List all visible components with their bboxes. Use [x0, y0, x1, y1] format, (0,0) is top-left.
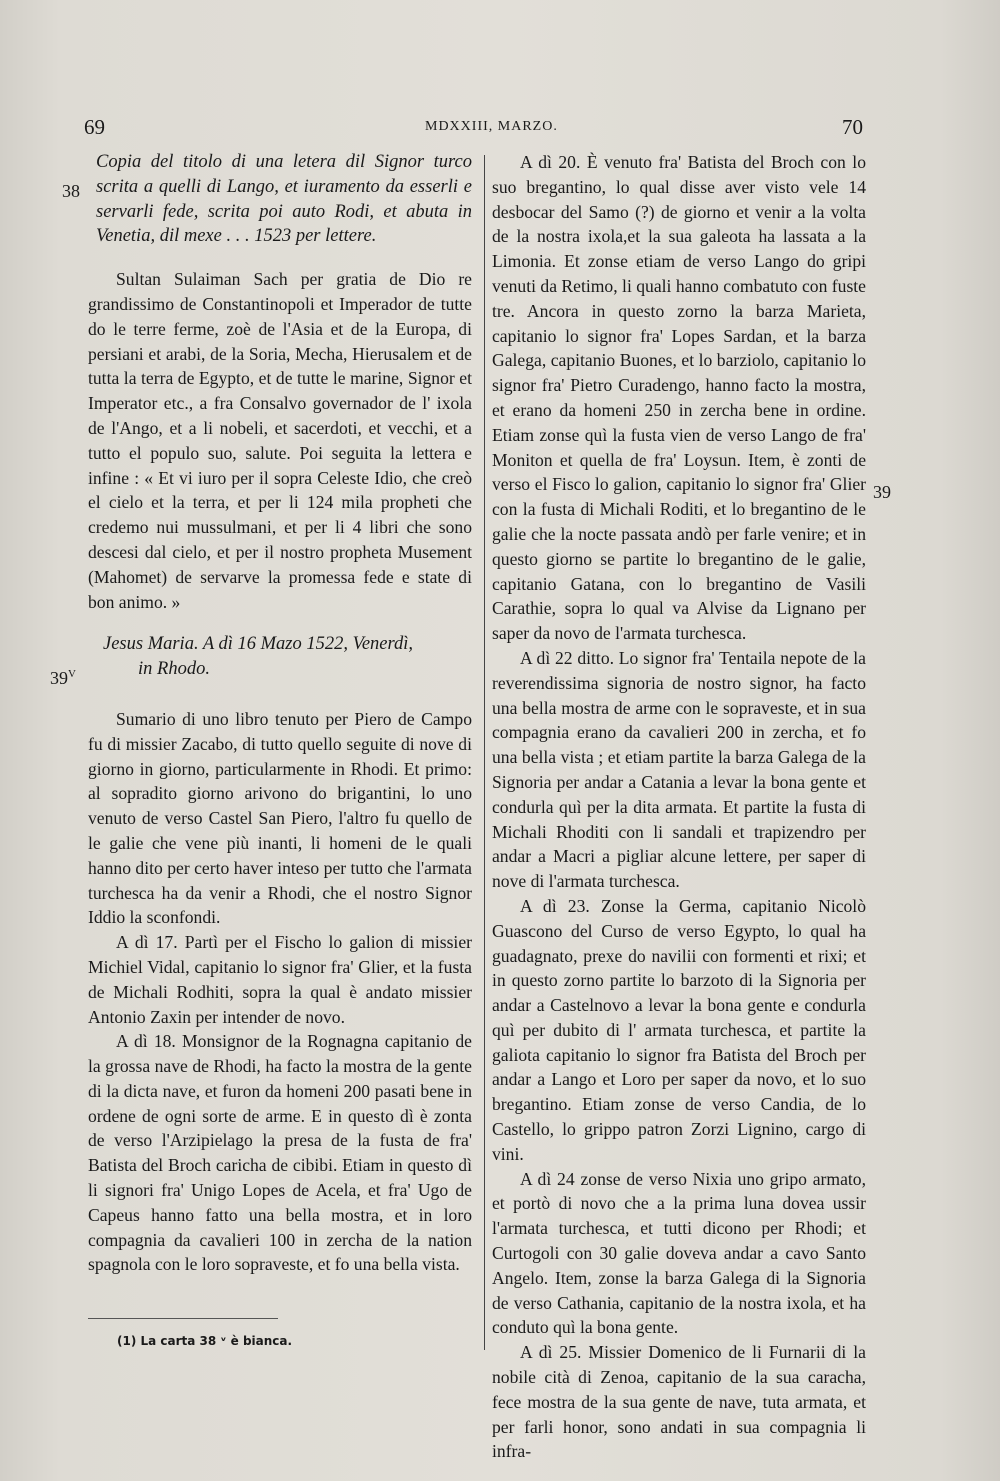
paragraph: A dì 23. Zonse la Germa, capitanio Nicolò Guascono del Curso de verso Egypto, lo qual ha guadagnato, prexe do navilii con formenti et rixi; et in questo zorno partite lo barzoto di la Signoria per andar a Castelnovo a levar la bona gente e condurla quì per dubito di l' armata turchesca, et partite la galiota capitanio lo signor fra Batista del Broch per andar a Lango et Loro per saper da novo, et lo suo bregantino. Etiam zonse de verso Candia, de lo Castello, lo grippo patron Zorzi Lignino, cargo di vini. — [492, 895, 866, 1164]
margin-number-39v-main: 39 — [50, 668, 68, 688]
footnote-rule — [88, 1318, 278, 1319]
spacer — [88, 614, 472, 632]
paragraph: A dì 24 zonse de verso Nixia uno gripo armato, et portò di novo che a la prima luna dovea ussir l'armata turchesca, et tutti dicono per Rhodi; et Curtogoli con 30 galie doveva andar a cavo Santo Angelo. Item, zonse la barza Galega di la Signoria de verso Cathania, capitanio de la nostra ixola, et ha conduto quì la bona gente. — [492, 1168, 866, 1338]
spacer — [88, 249, 472, 267]
margin-number-39v — [50, 668, 76, 689]
paragraph: A dì 17. Partì per el Fischo lo galion di missier Michiel Vidal, capitanio lo signor fra' Glier, et la fusta de Michali Rodhiti, sopra la qual è andato missier Antonio Zaxin per intender de novo. — [88, 932, 472, 1027]
column-divider — [484, 155, 485, 1350]
paragraph: A dì 22 ditto. Lo signor fra' Tentaila nepote de la reverendissima signoria de nostro signor, ha facto una bella mostra de arme con le sopraveste, et in sua compagnia erano da cavalieri 200 in zercha, et fo una bella vista ; et etiam partite la barza Galega de la Signoria per andar a Catania a levar la bona gente et condurla quì per la dita armata. Et partite la fusta di Michali Rhoditi con li sandali et trapizendro per andar a Macri a pigliar alcune lettere, per saper di nove di l'armata turchesca. — [492, 647, 866, 892]
margin-number-39: 39 — [873, 482, 891, 502]
section-heading-jesus-maria — [88, 632, 472, 682]
footnote: (1) La carta 38 ᵛ è bianca. — [117, 1334, 293, 1348]
right-column — [492, 150, 866, 1464]
paragraph: A dì 25. Missier Domenico de li Furnarii di la nobile cità di Zenoa, capitanio de la sua caracha, fece mostra de la sua gente de nave, tuta armata, et per farli honor, sono andati in sua compagnia li infra- — [492, 1342, 866, 1462]
heading-line: Jesus Maria. A dì 16 Mazo 1522, Venerdì, — [103, 634, 414, 655]
page-header — [0, 115, 1000, 145]
right-page-number: 70 — [842, 115, 863, 139]
spacer — [88, 682, 472, 707]
margin-number-39v-sup: V — [68, 668, 76, 680]
paragraph: A dì 18. Monsignor de la Rognagna capitanio de la grossa nave de Rhodi, ha facto la mostra de la gente di la dicta nave, et furon da homeni 200 pasati bene in ordene de ogni sorte de arme. E in questo dì è zonta de verso l'Arzipielago la presa de la fusta de fra' Batista del Broch caricha de cibibi. Etiam in questo dì li signori fra' Unigo Lopes de Acela, et fra' Ugo de Capeus hanno fatto una bella mostra, et in loro compagnia da cavalieri 100 in zercha de la nation spagnola con le loro sopraveste, et fo una bella vista. — [88, 1031, 472, 1275]
left-column — [88, 150, 472, 1277]
margin-number-38: 38 — [62, 181, 80, 201]
left-page-number: 69 — [84, 115, 105, 139]
paragraph: A dì 20. È venuto fra' Batista del Broch con lo suo bregantino, lo qual disse aver visto vele 14 desbocar del Samo (?) de giorno et venir a la volta de la nostra ixola,et la sua galeota ha lassata a la Limonia. Et zonse etiam de verso Lango do gripi venuti da Retimo, li quali hanno combatuto con fuste tre. Ancora in questo zorno la barza Marieta, capitanio lo signor fra' Lopes Sardan, et la barza Galega, capitanio Buones, et lo barziolo, capitanio lo signor fra' Pietro Curadengo, hanno facto la mostra, et erano da homeni 250 in zercha bene in ordine. Etiam zonse quì la fusta vien de verso Lango de fra' Moniton et quella de fra' Loysun. Item, è zonti de verso el Fisco lo galion, capitanio lo signor fra' Glier con la fusta di Michali Roditi, et lo bregantino de le galie che la nocte passata andò per farle venire; et in questo giorno se partite lo bregantino de le galie, capitanio Gatana, con lo bregantino de Vasili Carathie, sopra lo qual va Alvise da Lignano per saper da novo de l'armata turchesca. — [492, 152, 866, 644]
heading-line: in Rhodo. — [138, 659, 210, 680]
section-heading-copia: Copia del titolo di una letera dil Signor turco scrita a quelli di Lango, et iuramento da esserli e servarli fede, scrita poi auto Rodi, et abuta in Venetia, dil mexe . . . 1523 per lettere. — [96, 152, 472, 247]
paragraph: Sultan Sulaiman Sach per gratia de Dio re grandissimo de Constantinopoli et Imperador de tutte do le terre ferme, zoè de l'Asia et de la Europa, di persiani et arabi, de la Soria, Mecha, Hierusalem et de tutta la terra de Egypto, et de tutte le marine, Signor et Imperator etc., a fra Consalvo governador de l' ixola de l'Ango, et a li nobeli, et sacerdoti, et vecchi, et a tutto el populo suo, salute. Poi seguita la lettera e infine : « Et vi iuro per il sopra Celeste Idio, che creò el cielo et la terra, et per li 124 mila propheti che credemo nui mussulmani, et per li 4 libri che sono descesi dal cielo, et per il nostro propheta Musement (Mahomet) de servarve la promessa fede e state di bon animo. » — [88, 269, 472, 612]
paragraph: Sumario di uno libro tenuto per Piero de Campo fu di missier Zacabo, di tutto quello seguite di nove di giorno in giorno, particularmente in Rhodi. Et primo: al sopradito giorno arivono do brigantini, lo uno venuto de verso Castel San Piero, l'altro fu quello de le galie che vene più inanti, li homeni de le quali hanno dito per certo haver inteso per tutto che l'armata turchesca ha da venir a Rhodi, che el nostro Signor Iddio la sconfondi. — [88, 708, 472, 928]
running-title: MDXXIII, MARZO. — [425, 119, 558, 134]
